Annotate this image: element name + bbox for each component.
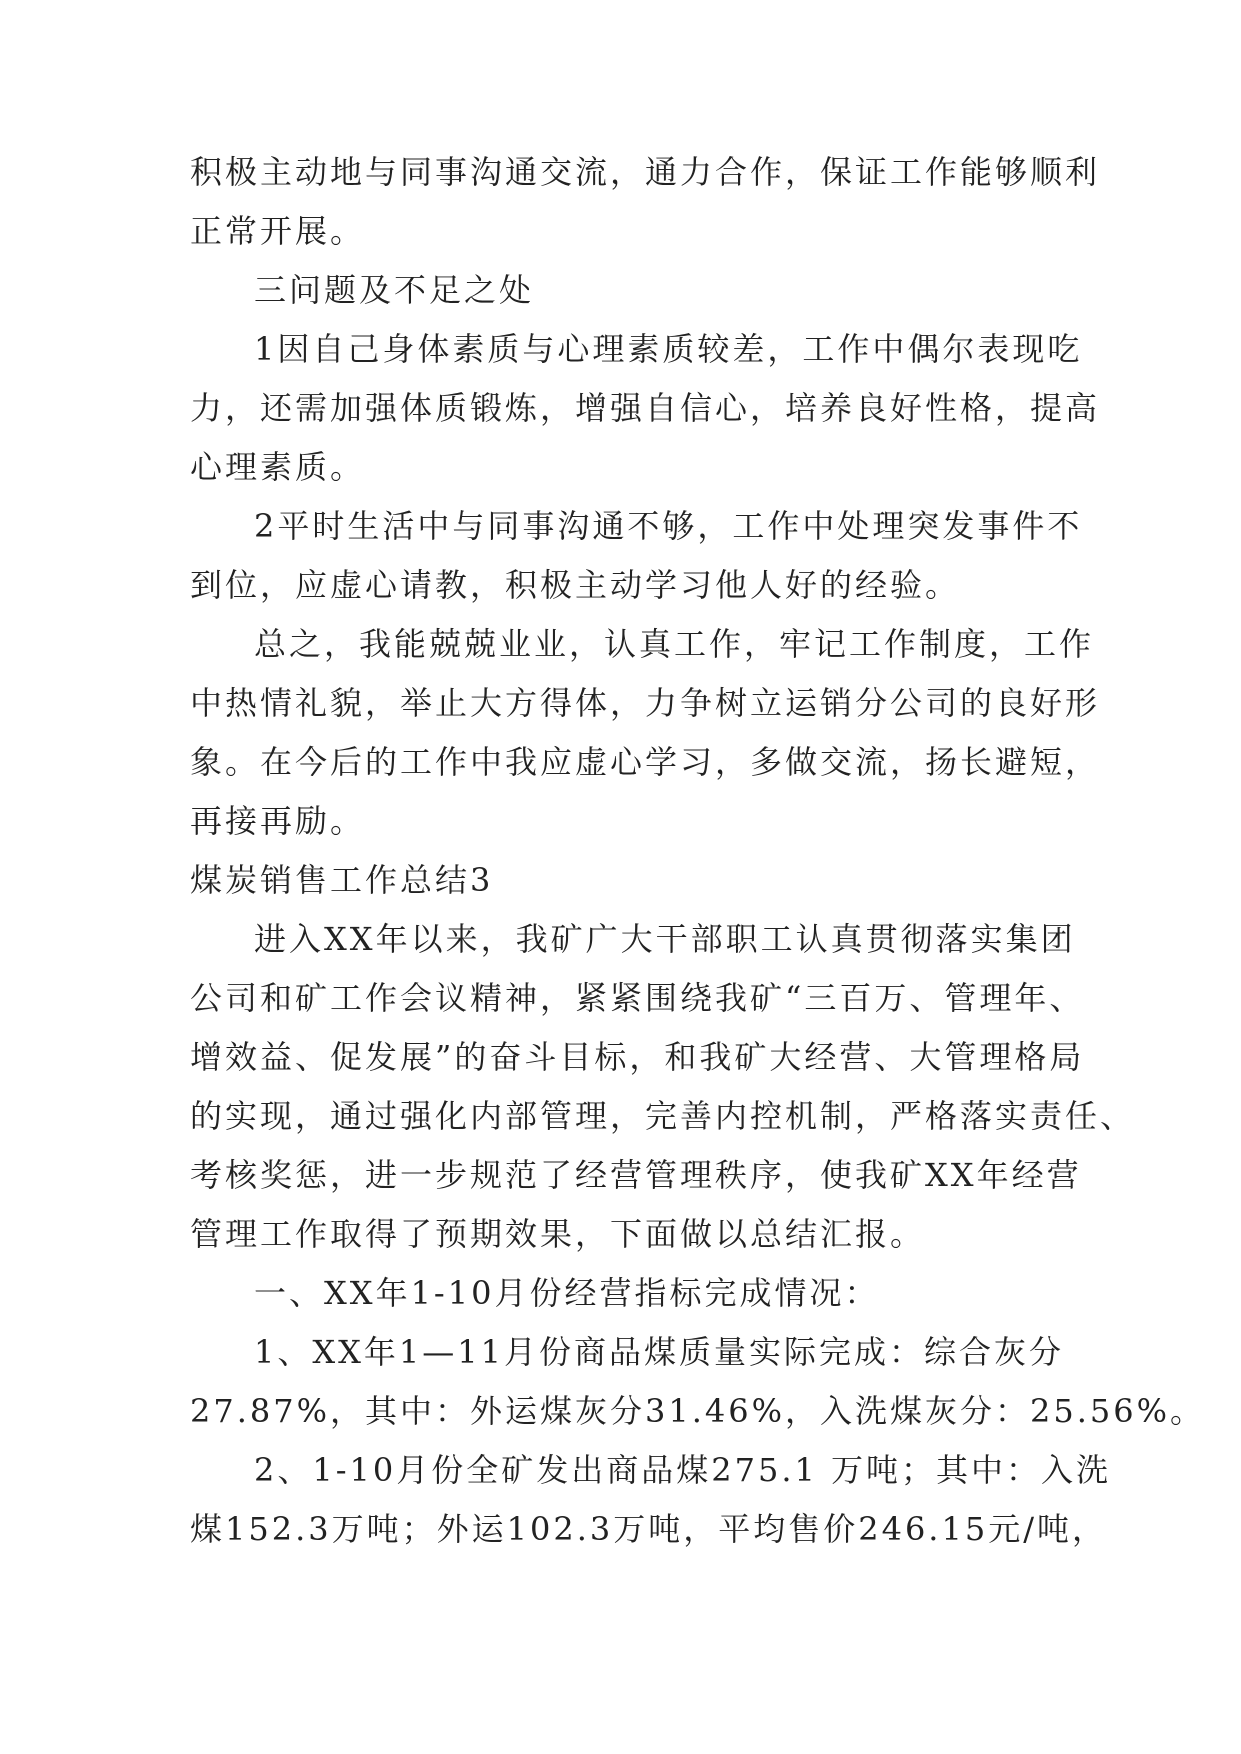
- text-line: 正常开展。: [190, 212, 366, 250]
- text-line: 心理素质。: [190, 448, 366, 486]
- text-line: 进入XX年以来，我矿广大干部职工认真贯彻落实集团: [254, 920, 1076, 958]
- text-line: 考核奖惩，进一步规范了经营管理秩序，使我矿XX年经营: [190, 1156, 1082, 1194]
- text-line: 公司和矿工作会议精神，紧紧围绕我矿“三百万、管理年、: [190, 979, 1085, 1017]
- text-line: 象。在今后的工作中我应虚心学习，多做交流，扬长避短，: [190, 743, 1101, 781]
- text-line: 再接再励。: [190, 802, 366, 840]
- text-line: 27.87%，其中：外运煤灰分31.46%，入洗煤灰分：25.56%。: [190, 1392, 1206, 1430]
- text-line: 管理工作取得了预期效果，下面做以总结汇报。: [190, 1215, 926, 1253]
- text-line: 1因自己身体素质与心理素质较差，工作中偶尔表现吃: [254, 330, 1083, 368]
- text-line: 到位，应虚心请教，积极主动学习他人好的经验。: [190, 566, 961, 604]
- text-line: 总之，我能兢兢业业，认真工作，牢记工作制度，工作: [254, 625, 1095, 663]
- section-heading: 一、XX年1-10月份经营指标完成情况：: [254, 1274, 880, 1312]
- text-line: 的实现，通过强化内部管理，完善内控机制，严格落实责任、: [190, 1097, 1136, 1135]
- text-line: 力，还需加强体质锻炼，增强自信心，培养良好性格，提高: [190, 389, 1101, 427]
- text-line: 积极主动地与同事沟通交流，通力合作，保证工作能够顺利: [190, 153, 1101, 191]
- document-title: 煤炭销售工作总结3: [190, 861, 494, 899]
- text-line: 2、1-10月份全矿发出商品煤275.1 万吨；其中：入洗: [254, 1451, 1112, 1489]
- section-heading: 三问题及不足之处: [254, 271, 535, 309]
- text-line: 中热情礼貌，举止大方得体，力争树立运销分公司的良好形: [190, 684, 1101, 722]
- text-line: 增效益、促发展”的奋斗目标，和我矿大经营、大管理格局: [190, 1038, 1085, 1076]
- text-line: 1、XX年1—11月份商品煤质量实际完成：综合灰分: [254, 1333, 1065, 1371]
- text-line: 2平时生活中与同事沟通不够，工作中处理突发事件不: [254, 507, 1083, 545]
- text-line: 煤152.3万吨；外运102.3万吨，平均售价246.15元/吨，: [190, 1510, 1107, 1548]
